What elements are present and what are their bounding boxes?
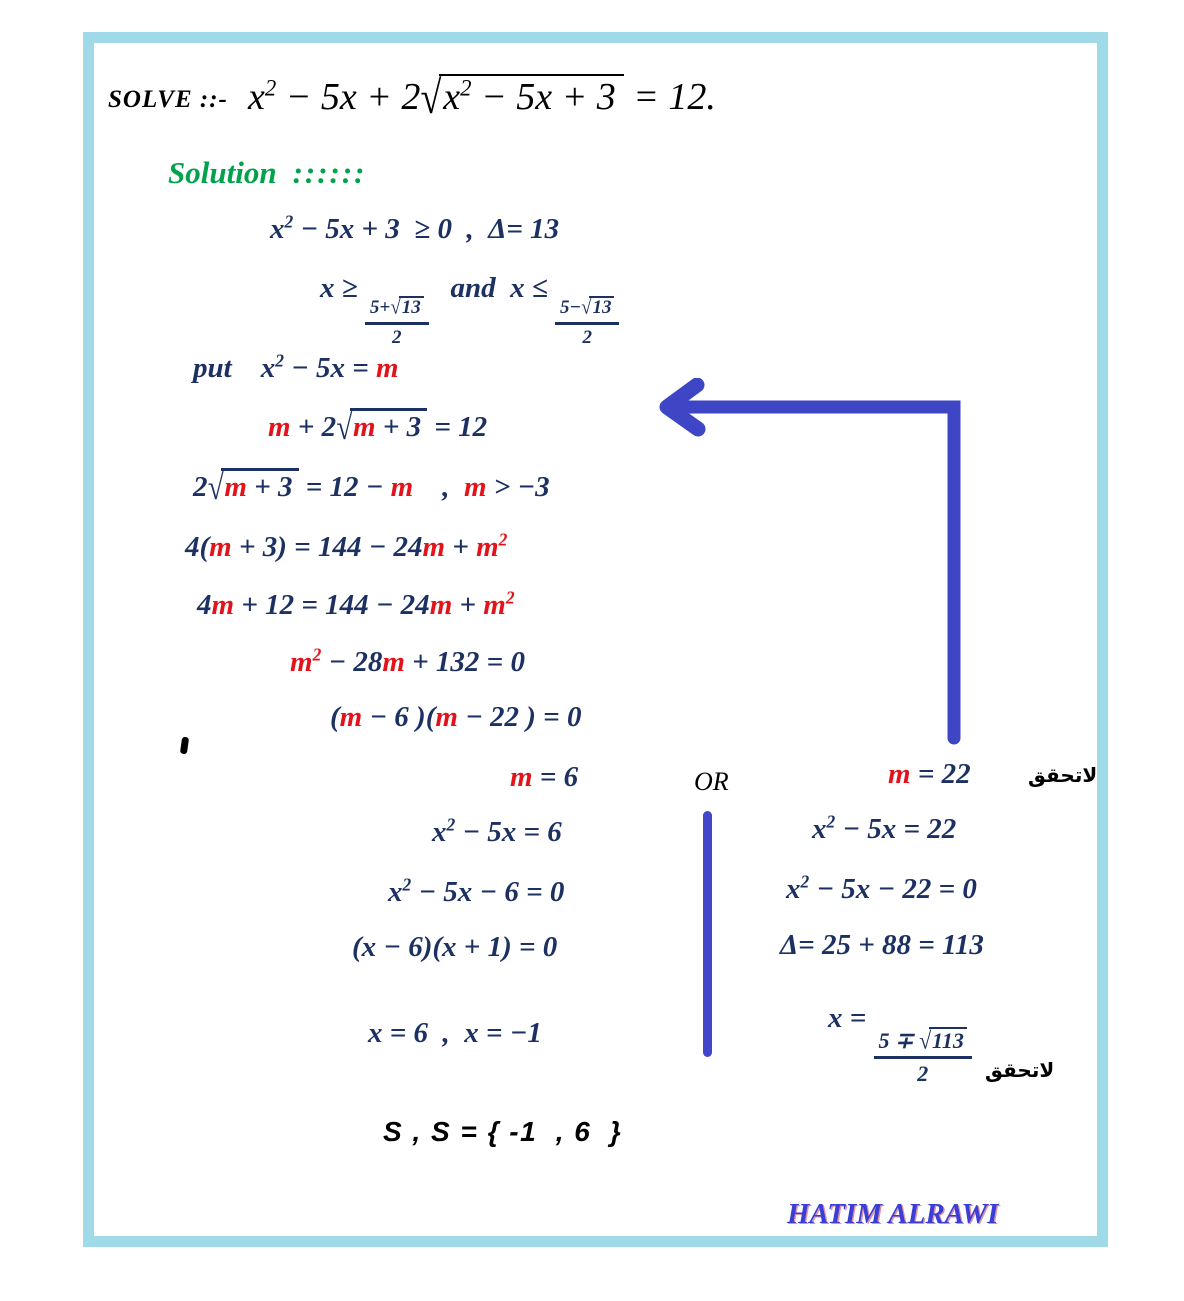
math-token: (x − 6)(x + 1) = 0 bbox=[352, 931, 558, 963]
fraction bbox=[555, 296, 619, 350]
fraction bbox=[874, 1027, 972, 1088]
math-token: − 5x + 3 bbox=[471, 76, 616, 118]
step-domain bbox=[320, 272, 619, 350]
math-token: = 12 bbox=[427, 411, 488, 443]
math-token: x bbox=[260, 352, 276, 384]
sqrt-radical bbox=[207, 468, 299, 508]
math-token: − 6 )( bbox=[362, 701, 436, 733]
fraction bbox=[365, 296, 429, 350]
left-case-roots bbox=[368, 1017, 542, 1049]
math-token: − 5x = 22 bbox=[835, 813, 957, 845]
math-token: Δ= 25 + 88 = 113 bbox=[780, 929, 984, 961]
math-token: + bbox=[452, 589, 484, 621]
math-token: x bbox=[388, 876, 403, 908]
math-token: − 5x − 6 = 0 bbox=[411, 876, 565, 908]
right-case-eq2 bbox=[786, 873, 977, 905]
problem-equation bbox=[248, 72, 716, 124]
math-token: = 6 bbox=[532, 761, 579, 793]
left-case-factored bbox=[352, 931, 557, 963]
exponent: 2 bbox=[264, 75, 277, 101]
exponent: 2 bbox=[446, 814, 456, 835]
exponent: 2 bbox=[826, 811, 836, 832]
math-token: − 5x − 22 = 0 bbox=[809, 873, 977, 905]
sqrt-radical bbox=[919, 1027, 967, 1055]
step-quadratic bbox=[290, 646, 525, 678]
fraction-numerator bbox=[874, 1027, 972, 1060]
step-factored bbox=[330, 701, 581, 733]
math-token-m: m bbox=[422, 531, 446, 563]
math-token: + 12 = 144 − 24 bbox=[234, 589, 430, 621]
step-squared bbox=[185, 531, 507, 563]
right-case-eq1 bbox=[812, 813, 956, 845]
exponent: 2 bbox=[800, 871, 810, 892]
right-case-rejected-note: لاتحقق bbox=[985, 1058, 1055, 1082]
answer-line: S , S = { -1 , 6 } bbox=[383, 1116, 623, 1147]
math-token: x ≥ bbox=[320, 272, 365, 304]
math-token: 4( bbox=[185, 531, 210, 563]
math-token: 5− bbox=[559, 297, 581, 319]
exponent: 2 bbox=[460, 75, 472, 101]
keyword-put: put bbox=[193, 352, 232, 384]
math-token: ( bbox=[330, 701, 340, 733]
math-token: > −3 bbox=[486, 471, 550, 503]
fraction-denominator: 2 bbox=[392, 326, 402, 348]
sqrt-radical bbox=[390, 296, 423, 320]
math-token-m: m bbox=[429, 589, 453, 621]
math-token-m: m bbox=[268, 411, 291, 443]
step-isolated-radical bbox=[193, 468, 550, 508]
left-case-eq2 bbox=[388, 876, 564, 908]
math-token: + 132 = 0 bbox=[404, 646, 525, 678]
sqrt-radical bbox=[336, 408, 427, 448]
math-token: x bbox=[812, 813, 827, 845]
math-token: and x ≤ bbox=[428, 272, 555, 304]
math-token: x = 6 , x = −1 bbox=[368, 1017, 542, 1049]
exponent: 2 bbox=[312, 644, 322, 665]
case-m22-rejected-note: لاتحقق bbox=[1028, 763, 1098, 787]
sqrt-radical bbox=[581, 296, 614, 320]
radical-sign: √ bbox=[207, 468, 224, 508]
column-divider-line bbox=[703, 811, 712, 1057]
math-token-m: m bbox=[382, 646, 405, 678]
math-token: − 28 bbox=[321, 646, 383, 678]
radicand: 13 bbox=[589, 296, 614, 318]
math-token: + 2 bbox=[290, 411, 337, 443]
radical-sign: √ bbox=[336, 408, 353, 448]
case-m22 bbox=[888, 758, 971, 790]
math-token-m: m bbox=[339, 701, 363, 733]
step-substituted-equation bbox=[268, 408, 488, 448]
radicand: 13 bbox=[399, 296, 424, 318]
fraction-numerator bbox=[365, 296, 429, 325]
math-token-m: m bbox=[476, 531, 499, 563]
fraction-denominator: 2 bbox=[582, 326, 592, 348]
radical-sign: √ bbox=[390, 296, 401, 320]
math-token: − 5x + 2 bbox=[276, 76, 421, 118]
radicand bbox=[439, 74, 623, 118]
solve-label: SOLVE ::- bbox=[108, 86, 228, 113]
exponent: 2 bbox=[505, 587, 515, 608]
step-substitution-def bbox=[193, 352, 399, 384]
radicand bbox=[221, 468, 298, 502]
radicand bbox=[350, 408, 427, 442]
math-token: 5+ bbox=[369, 297, 391, 319]
radical-sign: √ bbox=[918, 1026, 932, 1055]
math-token: + bbox=[445, 531, 477, 563]
math-token-m: m bbox=[353, 411, 376, 443]
math-token: = 12 − bbox=[298, 471, 391, 503]
fraction-numerator bbox=[555, 296, 619, 325]
math-token-m: m bbox=[224, 471, 247, 503]
solution-colons: :::::: bbox=[292, 155, 367, 190]
left-case-eq1 bbox=[432, 816, 562, 848]
math-token: x bbox=[270, 213, 285, 245]
math-token: 4 bbox=[197, 589, 212, 621]
math-token: , bbox=[413, 471, 464, 503]
math-token: x bbox=[443, 76, 461, 118]
exponent: 2 bbox=[284, 211, 294, 232]
radical-sign: √ bbox=[581, 296, 592, 320]
radical-sign: √ bbox=[420, 72, 442, 124]
sqrt-radical bbox=[420, 72, 623, 124]
math-token: x bbox=[432, 816, 447, 848]
math-token: 2 bbox=[193, 471, 208, 503]
math-token-m: m bbox=[211, 589, 235, 621]
signature: HATIM ALRAWI bbox=[787, 1198, 999, 1230]
math-token-m: m bbox=[376, 352, 399, 384]
right-case-solution bbox=[828, 1002, 972, 1088]
math-token: − 22 ) = 0 bbox=[457, 701, 582, 733]
spacer bbox=[232, 352, 261, 384]
math-token-m: m bbox=[435, 701, 458, 733]
math-token: = 12. bbox=[623, 76, 716, 118]
math-token: − 5x = bbox=[283, 352, 376, 384]
fraction-denominator: 2 bbox=[917, 1061, 929, 1087]
math-token-m: m bbox=[888, 758, 911, 790]
step-condition bbox=[270, 213, 559, 245]
or-label: OR bbox=[694, 767, 729, 796]
radicand: 113 bbox=[929, 1027, 967, 1052]
exponent: 2 bbox=[402, 874, 412, 895]
math-token: 5 ∓ bbox=[878, 1027, 919, 1053]
solution-word: Solution bbox=[168, 155, 277, 190]
case-m6 bbox=[510, 761, 578, 793]
math-token: − 5x = 6 bbox=[455, 816, 562, 848]
math-token: x bbox=[248, 76, 265, 118]
right-case-discriminant bbox=[780, 929, 984, 961]
solution-label bbox=[168, 155, 367, 191]
exponent: 2 bbox=[275, 350, 284, 371]
math-token: + 3) = 144 − 24 bbox=[231, 531, 423, 563]
math-token-m: m bbox=[510, 761, 533, 793]
math-token: = 22 bbox=[910, 758, 971, 790]
flow-arrow bbox=[653, 378, 973, 750]
step-expanded bbox=[197, 589, 515, 621]
math-token: + 3 bbox=[246, 471, 293, 503]
exponent: 2 bbox=[498, 529, 508, 550]
math-token: + 3 bbox=[375, 411, 422, 443]
math-token-m: m bbox=[290, 646, 313, 678]
math-token-m: m bbox=[390, 471, 414, 503]
math-token: − 5x + 3 ≥ 0 , Δ= 13 bbox=[293, 213, 560, 245]
math-token-m: m bbox=[209, 531, 232, 563]
math-token-m: m bbox=[463, 471, 487, 503]
math-token-m: m bbox=[483, 589, 506, 621]
math-token: x = bbox=[828, 1002, 874, 1034]
math-token: x bbox=[786, 873, 801, 905]
